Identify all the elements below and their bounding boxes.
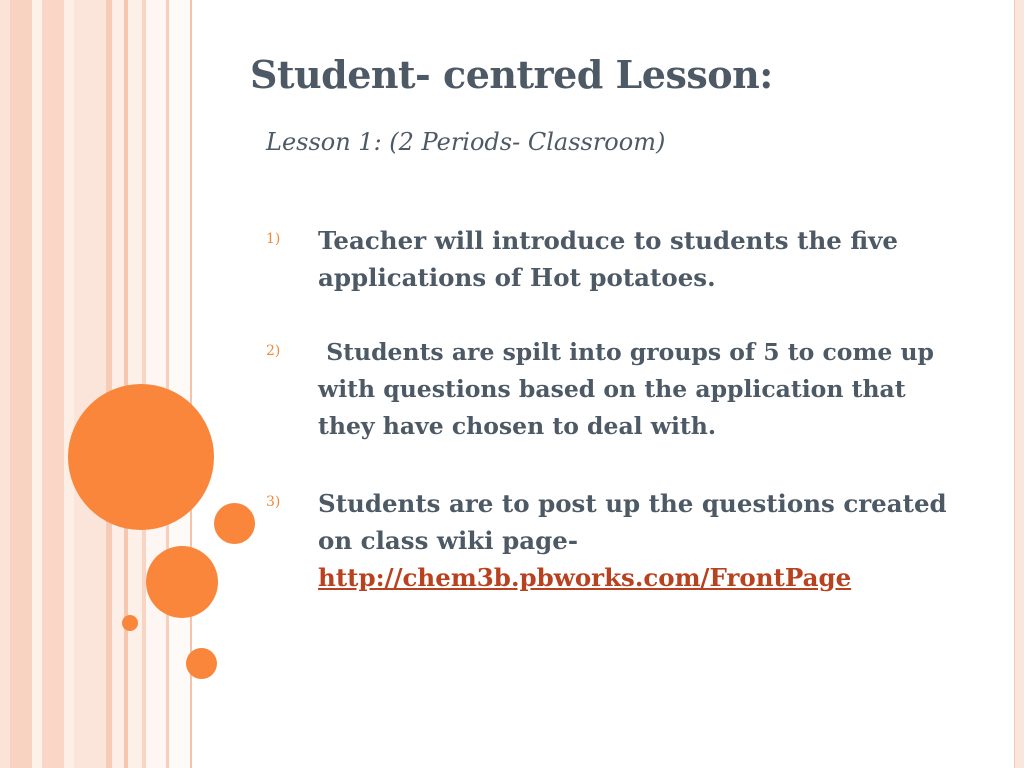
list-item [266, 222, 956, 296]
decorative-circle-small-2 [186, 648, 217, 679]
list-item-text [318, 485, 956, 596]
decorative-circle-large [68, 384, 214, 530]
list-number: 2) [266, 343, 281, 359]
slide-subtitle: Lesson 1: (2 Periods- Classroom) [266, 128, 666, 156]
list-number: 1) [266, 231, 281, 247]
list-item [266, 485, 956, 596]
stripe [10, 0, 32, 768]
stripe [169, 0, 190, 768]
stripe [0, 0, 10, 768]
lesson-steps-list [266, 222, 956, 634]
list-item [266, 334, 956, 445]
decorative-circle-medium [146, 546, 218, 618]
wiki-page-link[interactable]: http://chem3b.pbworks.com/FrontPage [318, 563, 852, 592]
stripe [74, 0, 106, 768]
slide-title: Student- centred Lesson: [250, 52, 773, 97]
list-number: 3) [266, 494, 281, 510]
stripe [64, 0, 74, 768]
stripe [42, 0, 64, 768]
list-item-text: Teacher will introduce to students the five applications of Hot potatoes. [318, 226, 899, 292]
list-item-text-part: Students are to post up the questions created on class wiki page- [318, 489, 947, 555]
stripe [112, 0, 124, 768]
right-edge-bar [1014, 0, 1024, 768]
decorative-stripes [0, 0, 200, 768]
list-item-text: Students are spilt into groups of 5 to come up with questions based on the application that they have chosen to deal with. [318, 338, 943, 440]
decorative-circle-small [214, 503, 255, 544]
stripe [32, 0, 42, 768]
decorative-circle-tiny [122, 615, 138, 631]
